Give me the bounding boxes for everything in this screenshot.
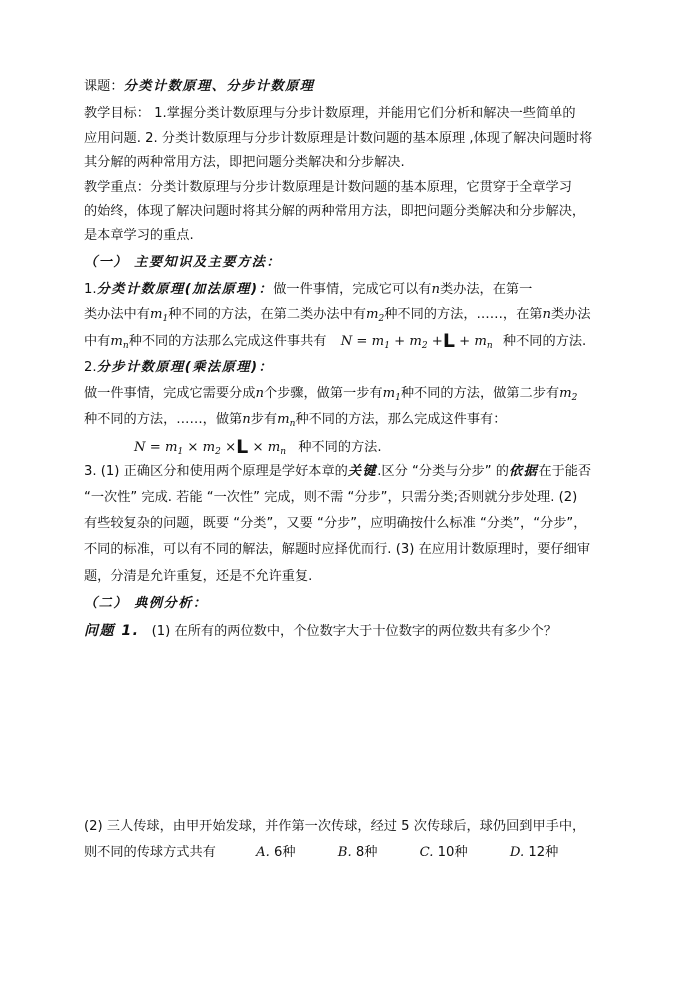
point3-line-5: 题，分清是允许重复，还是不允许重复. [84, 569, 313, 584]
problem1-label: 问题 1. [84, 623, 140, 639]
problem1-q2-line-1: (2) 三人传球，由甲开始发球，并作第一次传球，经过 5 次传球后，球仍回到甲手中， [84, 819, 586, 834]
principle1-name: 分类计数原理(加法原理)： [96, 282, 274, 297]
title-text: 分类计数原理、分步计数原理 [123, 79, 315, 94]
option-c: C. 10种 [419, 845, 468, 860]
principle2-line-2: 种不同的方法，……，做第n步有$m_n$种不同的方法，那么完成这件事有： [84, 412, 507, 429]
section-heading-1: （一） 主要知识及主要方法： [84, 255, 282, 270]
focus-line-3: 是本章学习的重点. [84, 228, 194, 243]
principle2-heading: 2.分步计数原理(乘法原理)： [84, 360, 274, 375]
principle2-formula-line: $N = m_1 \times m_2 \times L \times m_n$ 种不同的方法. [134, 436, 382, 458]
option-b: B. 8种 [337, 845, 378, 860]
focus-label: 教学重点： [84, 180, 150, 195]
option-d: D. 12种 [509, 845, 559, 860]
point3-line-3: 有些较复杂的问题，既要 “分类”，又要 “分步”，应明确按什么标准 “分类”，“分步”， [84, 516, 587, 531]
point3-line-1: 3. (1) 正确区分和使用两个原理是学好本章的关键.区分 “分类与分步” 的依据在于能否 [84, 464, 592, 479]
problem1-q1: 问题 1. (1) 在所有的两位数中，个位数字大于十位数字的两位数共有多少个？ [84, 623, 557, 639]
principle2-name: 分步计数原理(乘法原理)： [96, 360, 274, 375]
focus-line-1: 教学重点：分类计数原理与分步计数原理是计数问题的基本原理，它贯穿于全章学习 [84, 180, 572, 195]
problem1-q2-line-2: 则不同的传球方式共有 A. 6种 B. 8种 C. 10种 D. 12种 [84, 843, 558, 863]
addition-formula: $N = m_1 + m_2 +L + m_n$ [340, 330, 493, 352]
goals-line-3: 其分解的两种常用方法，即把问题分类解决和分步解决. [84, 155, 405, 170]
multiplication-formula: $N = m_1 \times m_2 \times L \times m_n$ [134, 436, 287, 458]
principle2-line-1: 做一件事情，完成它需要分成n个步骤，做第一步有$m_1$种不同的方法，做第二步有$m_2$ [84, 386, 578, 403]
principle1-line-1: 1.分类计数原理(加法原理)：做一件事情，完成它可以有n类办法，在第一 [84, 282, 533, 297]
principle1-line-3: 中有$m_n$种不同的方法那么完成这件事共有 $N = m_1 + m_2 +L + m_n$ 种不同的方法. [84, 330, 587, 352]
title-label: 课题： [84, 79, 124, 94]
principle1-line-2: 类办法中有$m_1$种不同的方法，在第二类办法中有$m_2$种不同的方法，……，在第n类办法 [84, 307, 591, 324]
goals-line-2: 应用问题. 2. 分类计数原理与分步计数原理是计数问题的基本原理 ,体现了解决问题时将 [84, 131, 593, 146]
lesson-title [84, 77, 315, 97]
point3-line-4: 不同的标准，可以有不同的解法，解题时应择优而行. (3) 在应用计数原理时，要仔细审 [84, 542, 591, 557]
option-a: A. 6种 [256, 845, 296, 860]
point3-line-2: “一次性” 完成. 若能 “一次性” 完成，则不需 “分步”，只需分类;否则就分步处理. (2) [84, 490, 578, 505]
section-heading-2: （二） 典例分析： [84, 596, 208, 611]
goals-line-1: 教学目标： 1.掌握分类计数原理与分步计数原理，并能用它们分析和解决一些简单的 [84, 106, 576, 121]
focus-line-2: 的始终，体现了解决问题时将其分解的两种常用方法，即把问题分类解决和分步解决， [84, 204, 586, 219]
goals-label: 教学目标： [84, 106, 150, 121]
